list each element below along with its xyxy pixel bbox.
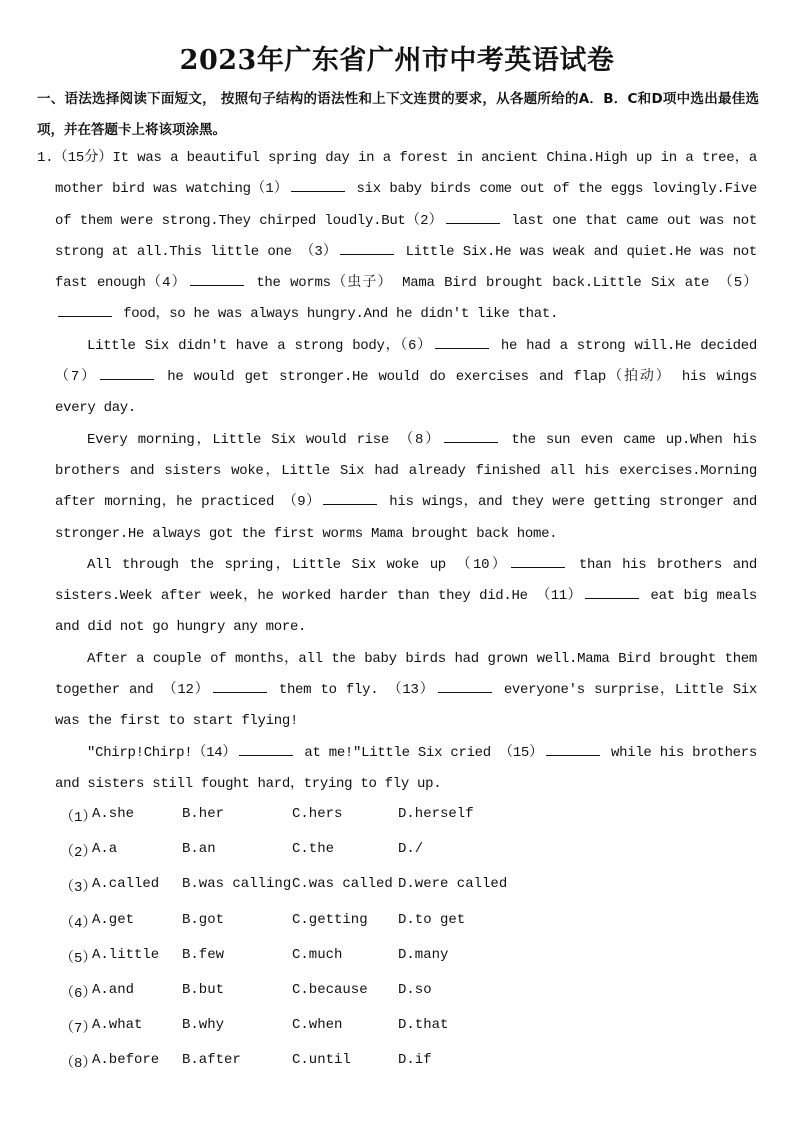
- option-b: B.few: [182, 946, 225, 963]
- passage-paragraph: [55, 738, 757, 801]
- passage-text: six baby birds come out of the eggs lovingly.Five of them were strong.They chirped loudly.But（2）: [55, 181, 757, 229]
- option-c: C.because: [292, 981, 368, 998]
- passage-text: them to fly. （13）: [269, 682, 435, 699]
- passage-text: Every morning，Little Six would rise （8）: [87, 431, 442, 448]
- answer-blank: [444, 428, 498, 443]
- question-number: （3）: [60, 880, 97, 897]
- reading-passage: [37, 143, 758, 800]
- question-number: （6）: [60, 985, 97, 1002]
- passage-paragraph: [55, 644, 757, 738]
- option-b: B.was calling: [182, 876, 292, 893]
- option-c: C.the: [292, 841, 335, 858]
- option-a: A.called: [92, 876, 160, 893]
- answer-blank: [100, 365, 154, 380]
- answer-blank: [323, 490, 377, 505]
- passage-paragraph: [55, 425, 757, 550]
- passage-text: Little Six didn't have a strong body，（6）: [87, 337, 432, 354]
- option-c: C.until: [292, 1052, 351, 1069]
- question-number: （5）: [60, 950, 97, 967]
- passage-text: Little Six.He was weak and quiet.He was not fast enough（4）: [55, 243, 757, 292]
- passage-text: "Chirp!Chirp!（14）: [87, 744, 237, 761]
- passage-text: everyone's surprise，Little Six was the first to start flying!: [55, 682, 757, 730]
- question-number: （4）: [60, 915, 97, 932]
- option-d: D.many: [398, 946, 449, 963]
- passage-paragraph: [55, 331, 757, 425]
- question-number: （2）: [60, 845, 97, 862]
- passage-paragraph: [55, 550, 757, 644]
- option-d: D.if: [398, 1052, 432, 1069]
- passage-text: It was a beautiful spring day in a forest in ancient China.High up in a tree，a mother bird was watching（1）: [55, 150, 757, 198]
- option-b: B.her: [182, 806, 225, 822]
- option-d: D.to get: [398, 911, 466, 928]
- option-a: A.she: [92, 806, 135, 822]
- passage-text: last one that came out was not strong at all.This little one （3）: [55, 212, 757, 260]
- option-c: C.getting: [292, 911, 368, 928]
- passage-text: After a couple of months，all the baby birds had grown well.Mama Bird brought them together and （12）: [55, 650, 757, 699]
- option-a: A.before: [92, 1052, 160, 1069]
- option-c: C.much: [292, 946, 343, 963]
- option-a: A.get: [92, 911, 135, 928]
- page-title: 2023年广东省广州市中考英语试卷: [179, 45, 615, 76]
- answer-blank: [340, 240, 394, 255]
- option-c: C.was called: [292, 876, 393, 893]
- option-d: D.so: [398, 981, 432, 998]
- passage-paragraph: [37, 143, 757, 331]
- question-label: 1.（15分）: [37, 150, 113, 166]
- option-b: B.an: [182, 841, 216, 858]
- option-b: B.after: [182, 1052, 241, 1069]
- option-d: D.were called: [398, 876, 508, 893]
- answer-blank: [511, 553, 565, 568]
- option-b: B.got: [182, 911, 225, 928]
- passage-text: eat big meals and did not go hungry any more.: [55, 588, 757, 636]
- passage-text: the sun even came up.When his brothers and sisters woke，Little Six had already finished all his exercises.Morning after morning，he practiced （9）: [55, 431, 758, 511]
- option-b: B.why: [182, 1017, 225, 1034]
- section-instruction: 一、语法选择阅读下面短文， 按照句子结构的语法性和上下文连贯的要求，从各题所给的A．B．C和D项中选出最佳选项，并在答题卡上将该项涂黑。: [37, 91, 759, 138]
- passage-text: than his brothers and sisters.Week after week，he worked harder than they did.He （11）: [55, 556, 757, 605]
- passage-text: his wings，and they were getting stronger and stronger.He always got the first worms Mama brought back home.: [55, 494, 757, 542]
- answer-blank: [291, 177, 345, 192]
- passage-text: he would get stronger.He would do exercises and flap（拍动） his wings every day.: [55, 369, 757, 417]
- answer-blank: [213, 678, 267, 693]
- answer-blank: [435, 334, 489, 349]
- option-a: A.and: [92, 981, 135, 998]
- option-a: A.a: [92, 841, 118, 858]
- option-b: B.but: [182, 981, 225, 998]
- question-number: （7）: [60, 1021, 97, 1038]
- question-number: （8）: [60, 1056, 97, 1073]
- option-d: D.that: [398, 1017, 449, 1034]
- passage-text: he had a strong will.He decided （7）: [55, 337, 757, 386]
- option-c: C.hers: [292, 806, 343, 822]
- passage-text: while his brothers and sisters still fought hard，trying to fly up.: [55, 744, 757, 792]
- answer-blank: [239, 741, 293, 756]
- answer-blank: [546, 741, 600, 756]
- option-c: C.when: [292, 1017, 343, 1034]
- passage-text: at me!"Little Six cried （15）: [296, 744, 543, 761]
- passage-text: the worms（虫子） Mama Bird brought back.Little Six ate （5）: [246, 275, 757, 292]
- answer-blank: [446, 209, 500, 224]
- answer-blank: [190, 271, 244, 286]
- option-a: A.little: [92, 946, 160, 963]
- answer-blank: [585, 584, 639, 599]
- question-number: （1）: [60, 810, 97, 826]
- option-d: D./: [398, 841, 424, 858]
- option-d: D.herself: [398, 806, 474, 822]
- passage-text: food，so he was always hungry.And he didn't like that.: [115, 306, 559, 323]
- answer-blank: [438, 678, 492, 693]
- passage-text: All through the spring，Little Six woke up （10）: [87, 556, 509, 573]
- option-a: A.what: [92, 1017, 143, 1034]
- answer-blank: [58, 302, 112, 317]
